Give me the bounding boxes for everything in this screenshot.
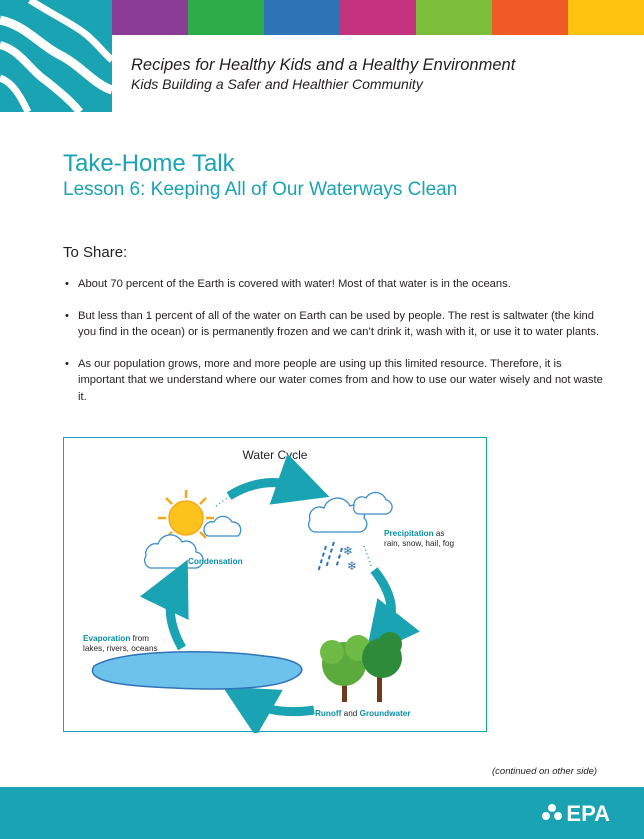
- stripe-magenta: [340, 0, 416, 35]
- diagram-title: Water Cycle: [242, 448, 308, 462]
- arrow-to-runoff: [374, 570, 391, 636]
- water-cycle-diagram: [63, 437, 487, 732]
- epa-flower-icon: [541, 803, 563, 825]
- water-cycle-illustration: [64, 438, 488, 733]
- stripe-lime: [416, 0, 492, 35]
- arrow-to-precipitation: [229, 483, 304, 496]
- tree-icon: [320, 632, 402, 702]
- bullet-list: [63, 276, 603, 420]
- share-heading: To Share:: [63, 244, 128, 261]
- stripe-blue: [264, 0, 340, 35]
- svg-text:❄: ❄: [347, 559, 358, 573]
- header-wave-graphic: [0, 0, 112, 112]
- header-color-stripes: [112, 0, 644, 35]
- condensation-label: Condensation: [188, 557, 243, 566]
- bullet-item: • About 70 percent of the Earth is covered with water! Most of that water is in the oceans.: [63, 276, 603, 293]
- bullet-item: • As our population grows, more and more people are using up this limited resource. Therefore, it is important that we understand where our water comes from and how to use our water wisely and not waste it.: [63, 356, 603, 406]
- header-series-subtitle: Kids Building a Safer and Healthier Community: [131, 76, 423, 92]
- lesson-title: Lesson 6: Keeping All of Our Waterways Clean: [63, 179, 458, 200]
- rain-drops-icon: [318, 542, 342, 572]
- epa-logo-text: EPA: [566, 801, 610, 826]
- bullet-item: • But less than 1 percent of all of the water on Earth can be used by people. The rest is saltwater (the kind you find in the ocean) or is permanently frozen and we can’t drink it, wash with it, or use it to water plants.: [63, 308, 603, 341]
- svg-text:❄: ❄: [343, 544, 354, 558]
- lake-shape: [92, 652, 301, 689]
- footer-bar: [0, 787, 644, 839]
- evaporation-label: Evaporation from lakes, rivers, oceans: [83, 634, 158, 653]
- runoff-groundwater-label: Runoff and Groundwater: [315, 709, 411, 718]
- rain-cloud-icon: [309, 492, 392, 532]
- precipitation-label: Precipitation as rain, snow, hail, fog: [384, 529, 455, 548]
- arrow-to-condensation: [170, 584, 182, 648]
- page-title: Take-Home Talk: [63, 150, 235, 177]
- stripe-orange: [492, 0, 568, 35]
- stripe-yellow: [568, 0, 644, 35]
- stripe-purple: [112, 0, 188, 35]
- continued-note: (continued on other side): [492, 766, 598, 777]
- header-series-title: Recipes for Healthy Kids and a Healthy Environment: [131, 56, 516, 74]
- arrow-to-lake: [246, 700, 314, 712]
- epa-logo: [541, 801, 610, 827]
- stripe-green: [188, 0, 264, 35]
- snowflake-icon: [343, 544, 357, 573]
